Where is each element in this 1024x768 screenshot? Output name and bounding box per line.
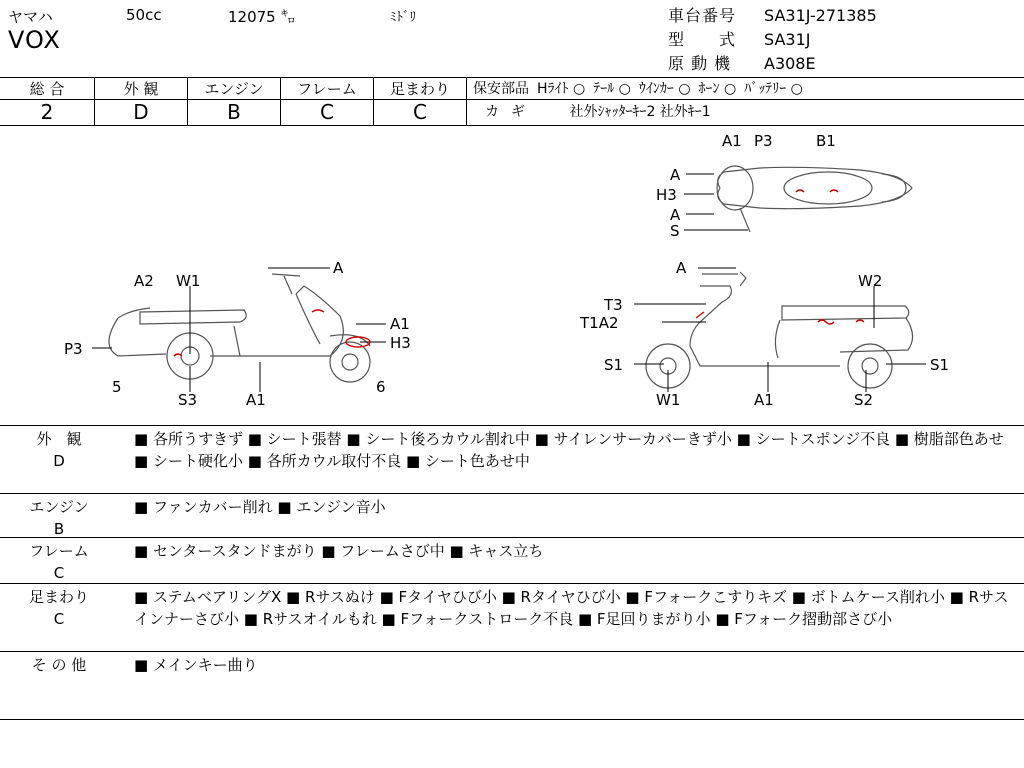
note-suspension-text: ■ ステムベアリングX ■ Rサスぬけ ■ Fタイヤひび小 ■ Rタイヤひび小 ■ Fフォークこすりキズ ■ ボトムケース削れ小 ■ Rサスインナーさび小 ■ Rサスオイルもれ ■ Fフォークストローク不良 ■ F足回りまがり小 ■ Fフォーク摺動部さび小 — [134, 588, 1009, 628]
registration-info — [668, 4, 877, 76]
right-label-s1-left: S1 — [604, 356, 624, 374]
top-label-p3: P3 — [754, 132, 773, 150]
grade-suspension — [374, 78, 467, 126]
grade-engine — [188, 78, 281, 126]
note-exterior-text: ■ 各所うすきず ■ シート張替 ■ シート後ろカウル割れ中 ■ サイレンサーカバーきず小 ■ シートスポンジ不良 ■ 樹脂部色あせ ■ シート硬化小 ■ 各所カウル取付不良 ■ シート色あせ中 — [134, 430, 1004, 470]
grade-frame-value: C — [320, 100, 334, 124]
type-label: 型 式 — [668, 30, 737, 49]
safety-headlight: Hﾗｲﾄ ○ — [537, 81, 586, 97]
top-label-a1: A1 — [722, 132, 742, 150]
safety-winker: ｳｲﾝｶｰ ○ — [638, 81, 691, 97]
grade-suspension-label: 足まわり — [374, 78, 466, 100]
mileage: 12075 ㌔ — [228, 8, 296, 26]
top-label-h3: H3 — [656, 186, 677, 204]
maker: ヤマハ — [8, 8, 53, 26]
note-exterior — [0, 426, 1024, 494]
scooter-diagram-svg — [0, 126, 1024, 426]
engine-value: A308E — [764, 54, 816, 73]
safety-parts — [467, 78, 1024, 126]
note-engine-category: エンジン B — [29, 498, 89, 538]
left-label-5: 5 — [112, 378, 122, 396]
key-value: 社外ｼｬｯﾀｰｷｰ2 社外ｷｰ1 — [569, 104, 711, 120]
model-name: VOX — [8, 26, 61, 54]
note-frame-text: ■ センタースタンドまがり ■ フレームさび中 ■ キャス立ち — [134, 542, 544, 560]
grade-total-value: 2 — [40, 100, 54, 124]
grade-total — [0, 78, 95, 126]
grade-frame — [281, 78, 374, 126]
left-label-s3: S3 — [178, 391, 198, 409]
safety-tail: ﾃｰﾙ ○ — [593, 81, 631, 97]
top-label-b1: B1 — [816, 132, 836, 150]
displacement: 50cc — [126, 6, 162, 24]
left-label-a: A — [333, 259, 344, 277]
note-engine — [0, 494, 1024, 538]
left-label-a1-right: A1 — [390, 315, 410, 333]
grade-total-label: 総 合 — [0, 78, 94, 100]
top-label-a-lower: A — [670, 206, 681, 224]
key-label: カギ — [485, 104, 537, 120]
vehicle-header — [0, 0, 1024, 78]
safety-horn: ﾎｰﾝ ○ — [698, 81, 737, 97]
note-other-category: そ の 他 — [31, 656, 87, 674]
left-label-a1-bottom: A1 — [246, 391, 266, 409]
top-label-a-upper: A — [670, 166, 681, 184]
note-suspension — [0, 584, 1024, 652]
note-engine-text: ■ ファンカバー削れ ■ エンジン音小 — [134, 498, 386, 516]
frame-no: SA31J-271385 — [764, 6, 877, 25]
safety-label: 保安部品 — [473, 81, 529, 97]
left-label-6: 6 — [376, 378, 386, 396]
note-suspension-category: 足まわり C — [28, 588, 89, 628]
engine-label: 原 動 機 — [668, 54, 732, 73]
diagram-labels — [64, 132, 949, 409]
grade-exterior-value: D — [133, 100, 149, 124]
right-label-w2: W2 — [858, 272, 883, 290]
right-label-a1: A1 — [754, 391, 774, 409]
grade-exterior-label: 外 観 — [95, 78, 187, 100]
grade-exterior — [95, 78, 188, 126]
left-label-w1: W1 — [176, 272, 201, 290]
note-other-text: ■ メインキー曲り — [134, 656, 258, 674]
scooter-top-view — [717, 166, 912, 232]
note-frame — [0, 538, 1024, 584]
grades-row — [0, 78, 1024, 126]
right-label-t3: T3 — [604, 296, 623, 314]
top-label-s: S — [670, 222, 680, 240]
grade-frame-label: フレーム — [281, 78, 373, 100]
note-exterior-category: 外 観 D — [36, 430, 82, 470]
right-label-a: A — [676, 259, 687, 277]
note-frame-category: フレーム C — [29, 542, 89, 582]
left-label-p3: P3 — [64, 340, 83, 358]
left-label-h3: H3 — [390, 334, 411, 352]
left-label-a2: A2 — [134, 272, 154, 290]
safety-battery: ﾊﾞｯﾃﾘｰ ○ — [744, 81, 803, 97]
right-label-s2: S2 — [854, 391, 874, 409]
right-label-t1a2: T1A2 — [580, 314, 619, 332]
grade-suspension-value: C — [413, 100, 427, 124]
leader-lines — [92, 174, 926, 392]
right-label-w1: W1 — [656, 391, 681, 409]
grade-engine-label: エンジン — [188, 78, 280, 100]
note-other — [0, 652, 1024, 720]
damage-marks — [174, 190, 864, 356]
scooter-left-view — [109, 274, 370, 382]
color: ﾐﾄﾞﾘ — [390, 10, 416, 25]
damage-diagram — [0, 126, 1024, 426]
right-label-s1-right: S1 — [930, 356, 950, 374]
frame-no-label: 車台番号 — [668, 6, 737, 25]
type-value: SA31J — [764, 30, 811, 49]
grade-engine-value: B — [227, 100, 241, 124]
